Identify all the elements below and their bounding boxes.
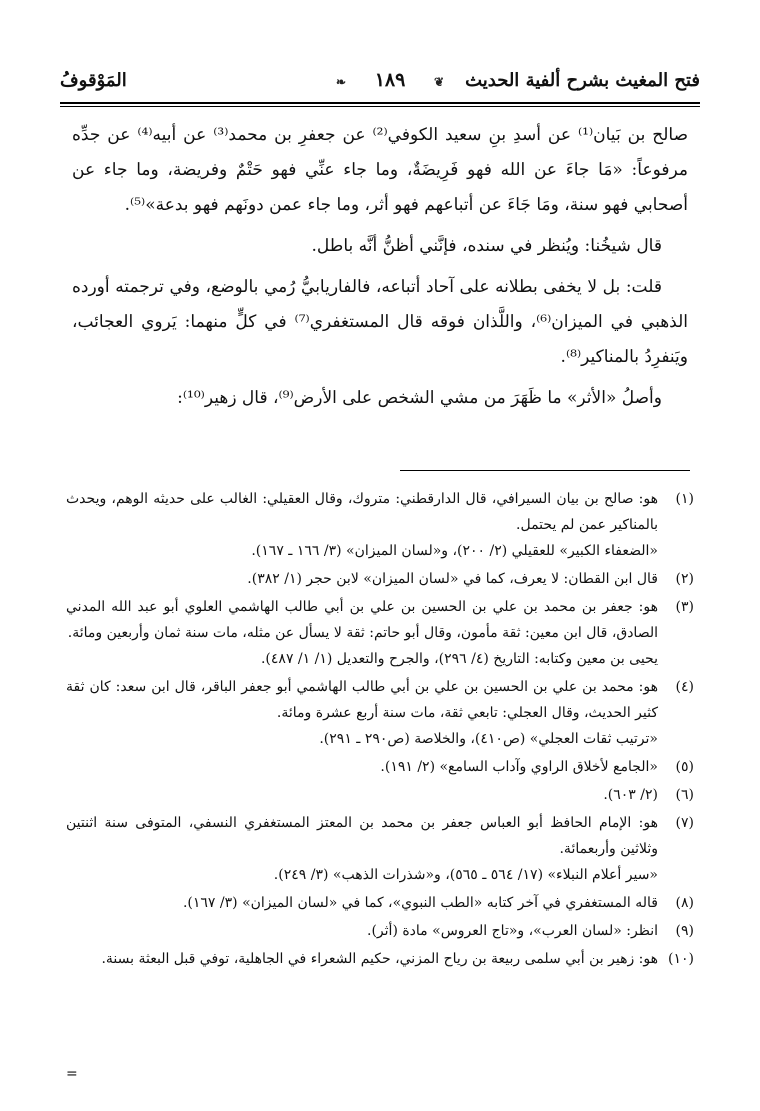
footnotes (66, 486, 694, 974)
footnote-line: «سير أعلام النبلاء» (١٧/ ٥٦٤ ـ ٥٦٥)، و«شذرات الذهب» (٣/ ٢٤٩). (273, 867, 658, 883)
footnote-number: (٥) (675, 759, 694, 775)
footnote (66, 890, 694, 916)
ornament-icon: ❦ (433, 75, 444, 89)
section-title: المَوْقوفُ (60, 70, 127, 91)
footnote (66, 782, 694, 808)
header-rule (60, 102, 700, 104)
footnote (66, 754, 694, 780)
footnote-line: يحيى بن معين وكتابه: التاريخ (٤/ ٢٩٦)، والجرح والتعديل (١/ ١/ ٤٨٧). (260, 651, 658, 667)
ornament-icon: ❧ (336, 75, 347, 89)
paragraph: قال شيخُنا: ويُنظر في سنده، فإنَّني أظنُّ أنَّه باطل. (311, 236, 662, 256)
footnote-number: (٨) (675, 895, 694, 911)
footnote (66, 918, 694, 944)
margin-mark: = (66, 1066, 78, 1082)
footnote-line: (٢/ ٦٠٣). (603, 787, 658, 803)
book-title: فتح المغيث بشرح ألفية الحديث (465, 70, 700, 91)
footnote-number: (٩) (675, 923, 694, 939)
footnote-line: هو: زهير بن أبي سلمى ربيعة بن رياح المزني، حكيم الشعراء في الجاهلية، توفي قبل البعثة بسنة. (101, 951, 658, 967)
page-header (60, 64, 700, 108)
footnote-line: هو: محمد بن علي بن الحسين بن علي بن أبي طالب الهاشمي أبو جعفر الباقر، قال ابن سعد: كان ثقة كثير الحديث، وقال العجلي: تابعي ثقة، مات سنة أربع عشرة ومائة. (66, 679, 658, 721)
footnote-line: هو: الإمام الحافظ أبو العباس جعفر بن محمد بن المعتز المستغفري النسفي، المتوفى سنة اثنتين وثلاثين وأربعمائة. (66, 815, 658, 857)
footnote-line: انظر: «لسان العرب»، و«تاج العروس» مادة (أثر). (367, 923, 658, 939)
footnote-separator (400, 470, 690, 471)
footnote-line: «ترتيب ثقات العجلي» (ص٤١٠)، والخلاصة (ص٢٩٠ ـ ٢٩١). (319, 731, 658, 747)
footnote (66, 594, 694, 672)
footnote (66, 674, 694, 752)
footnote-line: «الضعفاء الكبير» للعقيلي (٢/ ٢٠٠)، و«لسان الميزان» (٣/ ١٦٦ ـ ١٦٧). (251, 543, 658, 559)
header-rule-thin (60, 106, 700, 107)
footnote-number: (٤) (675, 679, 694, 695)
footnote (66, 486, 694, 564)
footnote-number: (١) (675, 491, 694, 507)
main-text (72, 118, 688, 422)
footnote-number: (٣) (675, 599, 694, 615)
footnote-line: «الجامع لأخلاق الراوي وآداب السامع» (٢/ ١٩١). (380, 759, 658, 775)
footnote-line: هو: صالح بن بيان السيرافي، قال الدارقطني: متروك، وقال العقيلي: الغالب على حديثه الوهم، ويحدث بالمناكير عمن لم يحتمل. (66, 491, 658, 533)
footnote-number: (٧) (675, 815, 694, 831)
footnote (66, 810, 694, 888)
footnote-number: (٦) (675, 787, 694, 803)
page-number-box (336, 64, 444, 96)
footnote-line: قال ابن القطان: لا يعرف، كما في «لسان الميزان» لابن حجر (١/ ٣٨٢). (247, 571, 658, 587)
footnote (66, 566, 694, 592)
footnote-line: قاله المستغفري في آخر كتابه «الطب النبوي»، كما في «لسان الميزان» (٣/ ١٦٧). (182, 895, 658, 911)
page-number: ١٨٩ (374, 69, 406, 91)
footnote-number: (١٠) (668, 951, 694, 967)
footnote-number: (٢) (675, 571, 694, 587)
footnote (66, 946, 694, 972)
paragraph: وأصلُ «الأثر» ما ظَهَرَ من مشي الشخص على الأرض⁽⁹⁾، قال زهير⁽¹⁰⁾: (177, 388, 662, 408)
paragraph: قلت: بل لا يخفى بطلانه على آحاد أتباعه، فالفاريابيُّ رُمي بالوضع، وفي ترجمته أورده الذهبي في الميزان⁽⁶⁾، واللَّذان فوقه قال المستغفري⁽⁷⁾ في كلٍّ منهما: يَروي العجائب، ويَنفرِدُ بالمناكير⁽⁸⁾. (72, 277, 688, 367)
paragraph: صالح بن بَيان⁽¹⁾ عن أسدِ بنِ سعيد الكوفي⁽²⁾ عن جعفرِ بن محمد⁽³⁾ عن أبيه⁽⁴⁾ عن جدِّه مرفوعاً: «مَا جاءَ عن الله فهو فَرِيضَةٌ، وما جاء عنِّي فهو حَتْمٌ وفريضة، وما جاء عن أصحابي فهو سنة، ومَا جَاءَ عن أتباعهم فهو أثر، وما جاء عمن دونَهم فهو بدعة»⁽⁵⁾. (72, 125, 689, 215)
footnote-line: هو: جعفر بن محمد بن علي بن الحسين بن علي بن أبي طالب الهاشمي العلوي أبو عبد الله المدني الصادق، قال ابن معين: ثقة مأمون، وقال أبو حاتم: ثقة لا يسأل عن مثله، مات سنة ثمان وأربعين ومائة. (66, 599, 658, 641)
